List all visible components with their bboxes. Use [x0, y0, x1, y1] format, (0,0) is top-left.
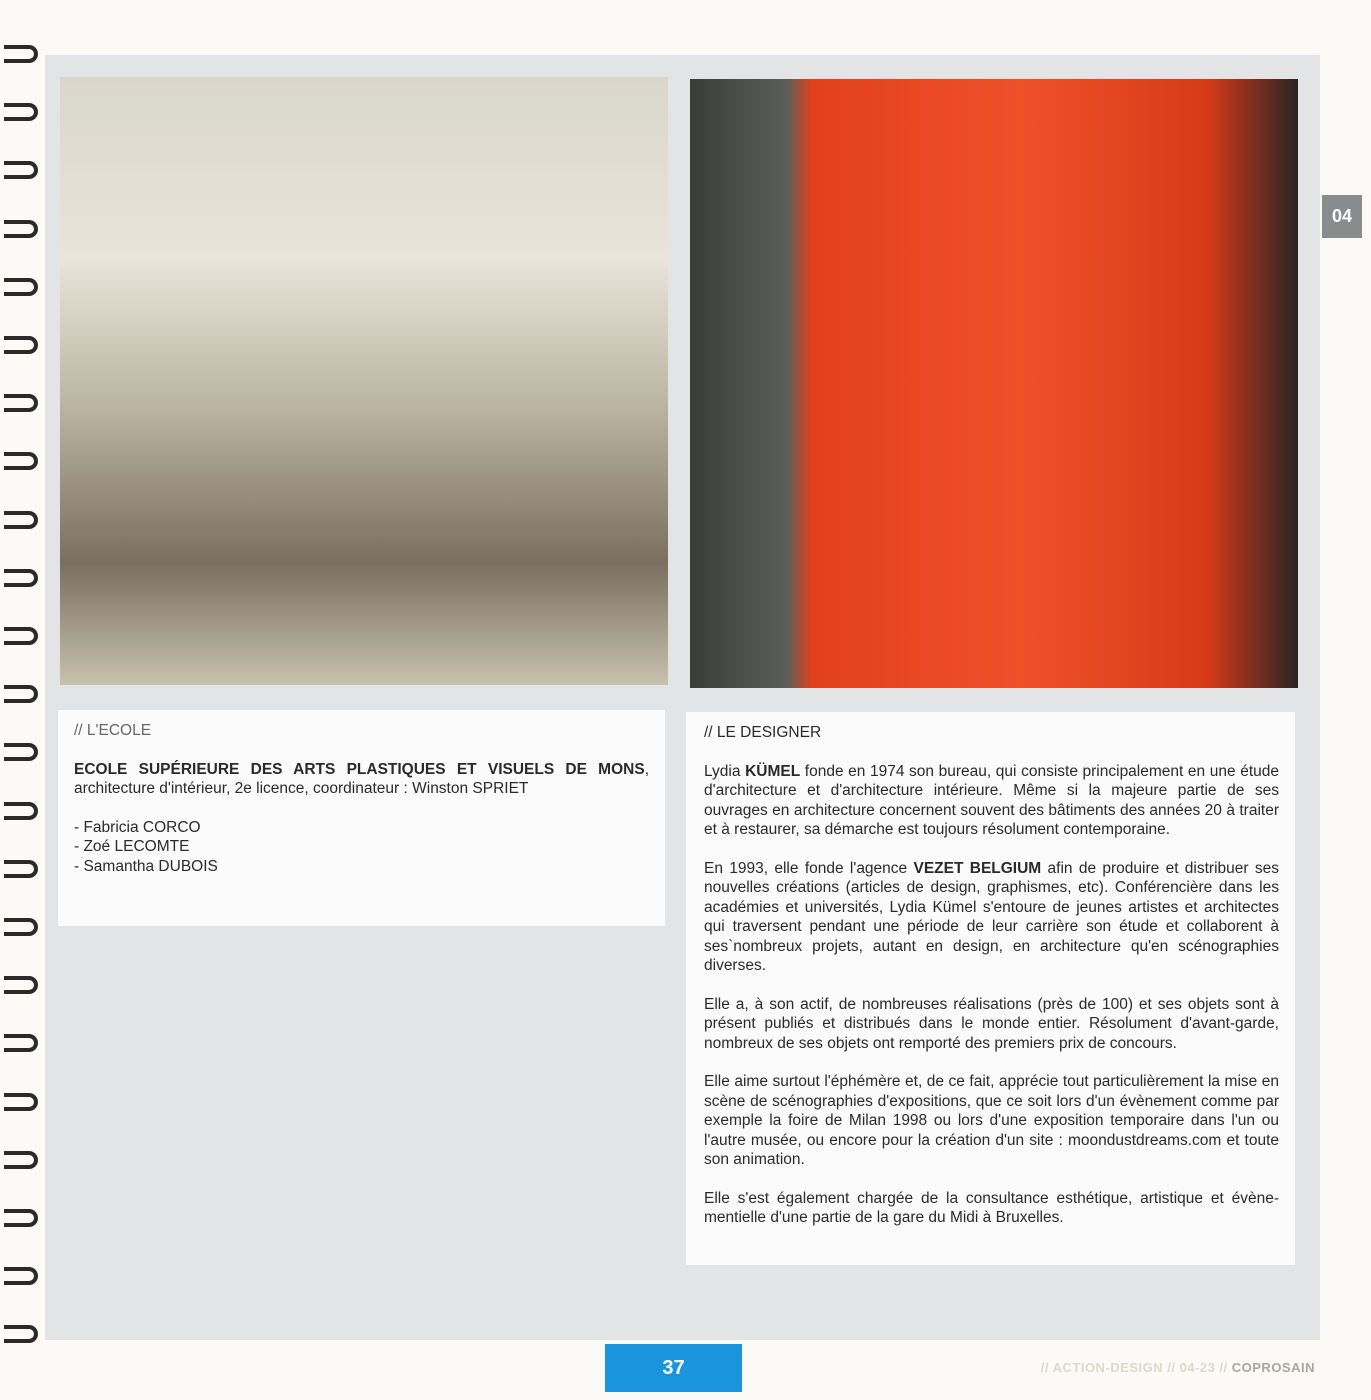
paragraph-2 [704, 859, 1279, 976]
school-name: ECOLE SUPÉRIEURE DES ARTS PLASTIQUES ET VISUELS DE MONS [74, 760, 645, 778]
page-number: 37 [605, 1344, 742, 1392]
spiral-ring [4, 802, 38, 820]
spiral-ring [4, 220, 38, 238]
student-item: - Zoé LECOMTE [74, 838, 190, 855]
designer-text-box [686, 712, 1295, 1265]
spiral-ring [4, 161, 38, 179]
spiral-ring [4, 336, 38, 354]
spiral-ring [4, 278, 38, 296]
footer-trail [1041, 1360, 1315, 1375]
student-list [74, 818, 649, 877]
spiral-ring [4, 976, 38, 994]
spiral-ring [4, 394, 38, 412]
spiral-ring [4, 743, 38, 761]
paragraph-1 [704, 762, 1279, 840]
text: fonde en 1974 son bureau, qui consiste principalement en une étude d'architecture et d'architecture intérieure. Même si la majeure partie de ses ouvrages en architecture concernent souvent des bâtiments des années 20 à traiter et à restaurer, sa démarche est toujours résolument contemporaine. [704, 762, 1279, 838]
spiral-ring [4, 1151, 38, 1169]
footer-text: // ACTION-DESIGN // 04-23 // [1040, 1360, 1232, 1375]
spiral-ring [4, 569, 38, 587]
paragraph-3: Elle a, à son actif, de nombreuses réalisations (près de 100) et ses objets sont à présent publiés et distribués dans le monde entier. Résolument d'avant-garde, nombreux de ses objets ont remporté des premiers prix de concours. [704, 995, 1279, 1052]
spiral-ring [4, 1093, 38, 1111]
spiral-ring [4, 452, 38, 470]
paragraph-4: Elle aime surtout l'éphémère et, de ce fait, apprécie tout particulièrement la mise en scène de scénographies d'expositions, que ce soit lors d'un évènement comme par exemple la foire de Milan 1998 ou lors d'une exposition temporaire dans l'un ou l'autre musée, ou encore pour la création d'un site : moondustdreams.com et toute son animation. [704, 1073, 1279, 1168]
text: Lydia [704, 762, 746, 780]
spiral-ring [4, 918, 38, 936]
designer-name: KÜMEL [745, 762, 801, 780]
spiral-ring [4, 45, 38, 63]
spiral-ring [4, 1267, 38, 1285]
spiral-ring [4, 511, 38, 529]
spiral-ring [4, 1325, 38, 1343]
spiral-ring [4, 627, 38, 645]
photo-designer-portrait [690, 79, 1298, 688]
spiral-ring [4, 1034, 38, 1052]
text: En 1993, elle fonde l'agence [704, 859, 914, 877]
spiral-ring [4, 1209, 38, 1227]
footer-brand: COPROSAIN [1231, 1360, 1315, 1375]
spiral-ring [4, 860, 38, 878]
school-text-box [58, 710, 665, 926]
designer-heading: // LE DESIGNER [704, 724, 822, 741]
school-details: , architecture d'intérieur, 2e licence, coordinateur : Winston SPRIET [74, 760, 649, 797]
school-heading: // L'ECOLE [74, 722, 152, 739]
section-tab: 04 [1322, 195, 1362, 238]
paragraph-5: Elle s'est également chargée de la consultance esthétique, artistique et évène-mentielle d'une partie de la gare du Midi à Bruxelles. [704, 1189, 1279, 1226]
spiral-ring [4, 103, 38, 121]
text: afin de produire et distribuer ses nouvelles créations (articles de design, graphismes, etc). Conférencière dans les académies et universités, Lydia Kümel s'entoure de jeunes artistes et architectes qui traversent pendant une période de leur carrière son étude et collaborent à ses`nombreux projets, autant en design, en architecture qu'en scénographies diverses. [704, 859, 1279, 974]
student-item: - Samantha DUBOIS [74, 857, 218, 875]
spiral-ring [4, 685, 38, 703]
agency-name: VEZET BELGIUM [913, 859, 1042, 877]
student-item: - Fabricia CORCO [74, 818, 201, 836]
photo-students-group [60, 77, 668, 685]
